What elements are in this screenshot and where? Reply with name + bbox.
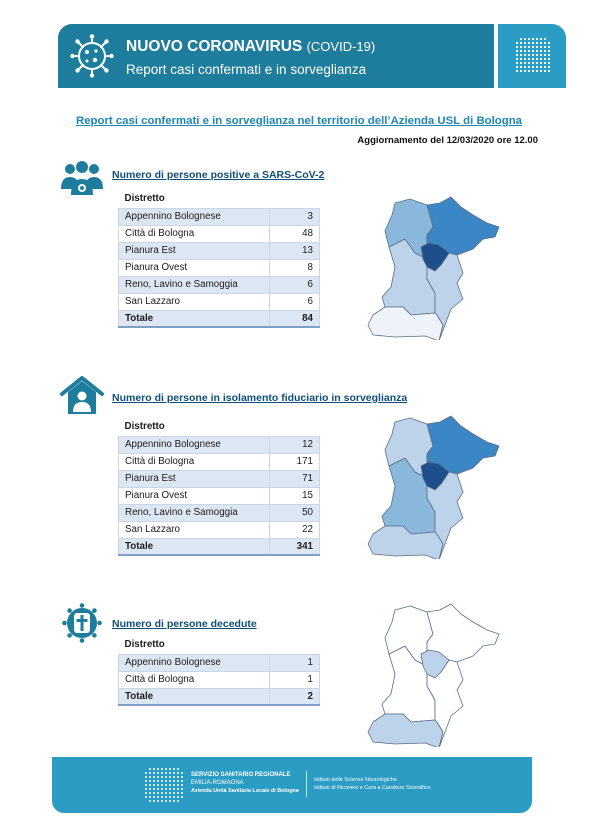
row-value: 6 <box>270 276 320 293</box>
logo-dot <box>528 66 530 68</box>
logo-dot <box>516 46 518 48</box>
row-value: 1 <box>270 654 320 671</box>
logo-dot <box>181 776 183 778</box>
footer-divider <box>306 771 307 797</box>
logo-dot <box>157 772 159 774</box>
logo-dot <box>177 772 179 774</box>
logo-dot <box>540 42 542 44</box>
total-value: 84 <box>270 310 320 327</box>
logo-dot <box>524 38 526 40</box>
people-group-icon <box>60 159 104 197</box>
logo-dot <box>544 42 546 44</box>
logo-dot <box>149 780 151 782</box>
logo-dot <box>157 800 159 802</box>
total-label: Totale <box>119 310 270 327</box>
logo-dot <box>169 768 171 770</box>
logo-dot <box>532 46 534 48</box>
logo-dot <box>161 768 163 770</box>
logo-dot <box>153 788 155 790</box>
logo-dot <box>149 792 151 794</box>
logo-dot <box>145 776 147 778</box>
logo-dot <box>532 38 534 40</box>
table-row <box>119 259 320 276</box>
logo-dot <box>165 796 167 798</box>
logo-dot <box>165 776 167 778</box>
logo-dot <box>177 780 179 782</box>
header-title <box>126 38 375 56</box>
logo-dot <box>161 784 163 786</box>
table-column-header: Distretto <box>124 193 165 205</box>
logo-dot <box>169 784 171 786</box>
row-value: 1 <box>270 671 320 688</box>
logo-dot <box>520 42 522 44</box>
table-row <box>119 436 320 453</box>
logo-dot <box>524 66 526 68</box>
logo-dot <box>528 62 530 64</box>
logo-dot <box>177 784 179 786</box>
section-isolamento-title: Numero di persone in isolamento fiduciario in sorveglianza <box>112 392 408 404</box>
row-value: 22 <box>270 521 320 538</box>
isolamento-table <box>118 419 320 556</box>
table-row <box>119 293 320 310</box>
logo-dot <box>149 784 151 786</box>
update-timestamp: Aggiornamento del 12/03/2020 ore 12.00 <box>357 135 538 146</box>
logo-dot <box>153 768 155 770</box>
row-value: 8 <box>270 259 320 276</box>
logo-dot <box>153 792 155 794</box>
row-value: 50 <box>270 504 320 521</box>
logo-dot <box>532 70 534 72</box>
logo-dot <box>536 70 538 72</box>
district-map-decedute <box>365 602 505 747</box>
logo-dot <box>165 772 167 774</box>
logo-dot <box>157 792 159 794</box>
footer-line-2: EMILIA-ROMAGNA <box>191 780 244 786</box>
positivi-table <box>118 191 320 328</box>
logo-dot <box>516 54 518 56</box>
table-row <box>119 654 320 671</box>
logo-dot <box>548 46 550 48</box>
logo-dot <box>173 788 175 790</box>
footer-line-1: SERVIZIO SANITARIO REGIONALE <box>191 772 291 778</box>
logo-dot <box>145 796 147 798</box>
logo-dot <box>544 66 546 68</box>
logo-dot <box>524 62 526 64</box>
logo-dot <box>153 796 155 798</box>
logo-dot <box>169 792 171 794</box>
logo-dot <box>524 70 526 72</box>
row-name: Pianura Ovest <box>119 487 270 504</box>
logo-dot <box>161 796 163 798</box>
logo-dot <box>532 42 534 44</box>
logo-dot <box>173 768 175 770</box>
header-title-suffix: (COVID-19) <box>306 39 376 54</box>
total-value: 341 <box>270 538 320 555</box>
logo-dot <box>165 788 167 790</box>
virus-icon <box>70 34 114 78</box>
logo-dot <box>181 792 183 794</box>
logo-dot <box>177 788 179 790</box>
logo-dot <box>520 54 522 56</box>
logo-dot <box>177 768 179 770</box>
row-name: Reno, Lavino e Samoggia <box>119 276 270 293</box>
logo-dot <box>173 784 175 786</box>
logo-dot <box>157 768 159 770</box>
logo-dot <box>548 50 550 52</box>
logo-dot <box>169 796 171 798</box>
logo-dot <box>536 50 538 52</box>
logo-dot <box>532 62 534 64</box>
decedute-table <box>118 637 320 706</box>
logo-dot <box>528 38 530 40</box>
dot-grid-logo-icon <box>515 37 551 75</box>
logo-dot <box>540 58 542 60</box>
logo-dot <box>528 58 530 60</box>
table-row <box>119 208 320 225</box>
logo-dot <box>145 772 147 774</box>
logo-dot <box>540 70 542 72</box>
logo-dot <box>536 66 538 68</box>
logo-dot <box>516 50 518 52</box>
logo-dot <box>161 776 163 778</box>
row-value: 15 <box>270 487 320 504</box>
logo-dot <box>548 54 550 56</box>
logo-dot <box>169 772 171 774</box>
logo-dot <box>161 780 163 782</box>
logo-dot <box>157 780 159 782</box>
row-name: Città di Bologna <box>119 453 270 470</box>
district-map-isolamento <box>365 414 505 559</box>
logo-dot <box>528 70 530 72</box>
logo-dot <box>516 66 518 68</box>
logo-dot <box>548 62 550 64</box>
footer-right-2: Istituto di Ricovero e Cura a Carattere Scientifico <box>314 785 431 791</box>
logo-dot <box>173 796 175 798</box>
header-subtitle: Report casi confermati e in sorveglianza <box>126 62 367 77</box>
logo-dot <box>544 50 546 52</box>
logo-dot <box>165 780 167 782</box>
logo-dot <box>173 800 175 802</box>
logo-dot <box>165 768 167 770</box>
table-row <box>119 504 320 521</box>
table-total-row <box>119 538 320 555</box>
total-label: Totale <box>119 688 270 705</box>
row-name: Pianura Est <box>119 242 270 259</box>
logo-dot <box>516 58 518 60</box>
logo-dot <box>157 788 159 790</box>
logo-dot <box>157 796 159 798</box>
logo-dot <box>524 42 526 44</box>
cross-emblem-icon <box>62 603 102 643</box>
table-row <box>119 242 320 259</box>
logo-dot <box>520 58 522 60</box>
logo-dot <box>548 70 550 72</box>
logo-dot <box>548 66 550 68</box>
logo-dot <box>536 46 538 48</box>
logo-dot <box>149 772 151 774</box>
logo-dot <box>528 46 530 48</box>
logo-dot <box>528 42 530 44</box>
logo-dot <box>528 50 530 52</box>
logo-dot <box>532 54 534 56</box>
logo-dot <box>520 50 522 52</box>
logo-dot <box>153 776 155 778</box>
logo-dot <box>165 800 167 802</box>
logo-dot <box>153 772 155 774</box>
table-total-row <box>119 310 320 327</box>
district-map-positivi <box>365 195 505 340</box>
logo-dot <box>520 70 522 72</box>
row-value: 6 <box>270 293 320 310</box>
row-name: Pianura Est <box>119 470 270 487</box>
logo-dot <box>540 62 542 64</box>
row-value: 12 <box>270 436 320 453</box>
logo-dot <box>544 62 546 64</box>
logo-dot <box>177 776 179 778</box>
logo-dot <box>524 46 526 48</box>
logo-dot <box>540 54 542 56</box>
row-name: Reno, Lavino e Samoggia <box>119 504 270 521</box>
logo-dot <box>548 42 550 44</box>
logo-dot <box>520 66 522 68</box>
row-name: Appennino Bolognese <box>119 654 270 671</box>
table-row <box>119 671 320 688</box>
logo-dot <box>532 66 534 68</box>
logo-dot <box>544 70 546 72</box>
total-label: Totale <box>119 538 270 555</box>
logo-dot <box>177 800 179 802</box>
logo-dot <box>161 800 163 802</box>
row-value: 171 <box>270 453 320 470</box>
logo-dot <box>524 54 526 56</box>
header-banner <box>58 24 494 88</box>
logo-dot <box>145 784 147 786</box>
logo-dot <box>173 772 175 774</box>
table-column-header: Distretto <box>124 421 165 433</box>
ssr-dot-logo-icon <box>144 767 184 803</box>
table-row <box>119 276 320 293</box>
logo-dot <box>169 800 171 802</box>
header-title-main: NUOVO CORONAVIRUS <box>126 38 303 55</box>
table-row <box>119 225 320 242</box>
table-row <box>119 470 320 487</box>
report-title: Report casi confermati e in sorveglianza nel territorio dell’Azienda USL di Bologna <box>75 115 522 127</box>
logo-dot <box>516 42 518 44</box>
logo-dot <box>153 780 155 782</box>
logo-dot <box>524 58 526 60</box>
logo-dot <box>149 768 151 770</box>
logo-dot <box>157 776 159 778</box>
row-name: Appennino Bolognese <box>119 208 270 225</box>
logo-dot <box>149 776 151 778</box>
logo-dot <box>169 776 171 778</box>
logo-dot <box>161 788 163 790</box>
logo-dot <box>524 50 526 52</box>
logo-dot <box>145 788 147 790</box>
header-logo-panel <box>498 24 566 88</box>
logo-dot <box>516 70 518 72</box>
logo-dot <box>181 796 183 798</box>
logo-dot <box>169 788 171 790</box>
logo-dot <box>181 772 183 774</box>
logo-dot <box>181 780 183 782</box>
logo-dot <box>181 784 183 786</box>
logo-dot <box>149 788 151 790</box>
logo-dot <box>544 46 546 48</box>
logo-dot <box>532 58 534 60</box>
row-value: 71 <box>270 470 320 487</box>
logo-dot <box>169 780 171 782</box>
logo-dot <box>536 38 538 40</box>
table-row <box>119 521 320 538</box>
footer-banner <box>52 757 532 813</box>
logo-dot <box>544 58 546 60</box>
logo-dot <box>181 788 183 790</box>
row-name: San Lazzaro <box>119 521 270 538</box>
logo-dot <box>173 780 175 782</box>
logo-dot <box>540 46 542 48</box>
logo-dot <box>161 792 163 794</box>
table-total-row <box>119 688 320 705</box>
row-name: San Lazzaro <box>119 293 270 310</box>
logo-dot <box>153 800 155 802</box>
logo-dot <box>520 38 522 40</box>
logo-dot <box>536 54 538 56</box>
row-value: 3 <box>270 208 320 225</box>
footer-line-3: Azienda Unità Sanitaria Locale di Bologna <box>191 788 299 794</box>
logo-dot <box>165 792 167 794</box>
section-decedute-title: Numero di persone decedute <box>112 618 257 630</box>
row-value: 48 <box>270 225 320 242</box>
logo-dot <box>528 54 530 56</box>
logo-dot <box>536 58 538 60</box>
logo-dot <box>540 66 542 68</box>
logo-dot <box>157 784 159 786</box>
table-row <box>119 453 320 470</box>
row-name: Città di Bologna <box>119 671 270 688</box>
logo-dot <box>165 784 167 786</box>
logo-dot <box>145 780 147 782</box>
logo-dot <box>173 792 175 794</box>
logo-dot <box>544 38 546 40</box>
footer-right-1: Istituto delle Scienze Neurologiche <box>314 777 397 783</box>
logo-dot <box>161 772 163 774</box>
total-value: 2 <box>270 688 320 705</box>
logo-dot <box>544 54 546 56</box>
logo-dot <box>520 46 522 48</box>
house-person-icon <box>60 376 104 416</box>
logo-dot <box>149 796 151 798</box>
row-name: Appennino Bolognese <box>119 436 270 453</box>
row-name: Pianura Ovest <box>119 259 270 276</box>
logo-dot <box>536 62 538 64</box>
logo-dot <box>520 62 522 64</box>
logo-dot <box>173 776 175 778</box>
logo-dot <box>532 50 534 52</box>
row-name: Città di Bologna <box>119 225 270 242</box>
table-column-header: Distretto <box>124 639 165 651</box>
logo-dot <box>177 792 179 794</box>
row-value: 13 <box>270 242 320 259</box>
logo-dot <box>536 42 538 44</box>
logo-dot <box>149 800 151 802</box>
logo-dot <box>153 784 155 786</box>
table-row <box>119 487 320 504</box>
logo-dot <box>540 38 542 40</box>
logo-dot <box>540 50 542 52</box>
logo-dot <box>177 796 179 798</box>
logo-dot <box>145 792 147 794</box>
logo-dot <box>548 58 550 60</box>
section-positivi-title: Numero di persone positive a SARS-CoV-2 <box>112 169 325 181</box>
logo-dot <box>516 62 518 64</box>
